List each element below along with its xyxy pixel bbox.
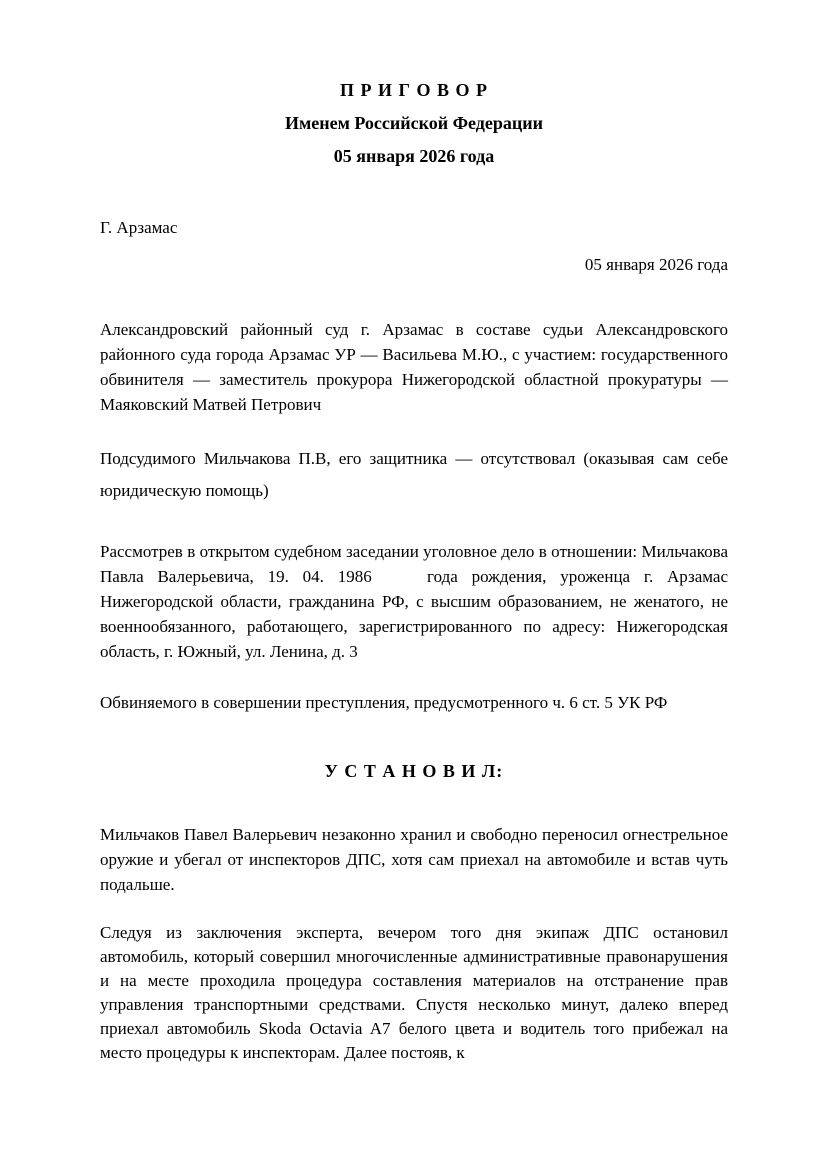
case-review-paragraph: Рассмотрев в открытом судебном заседании уголовное дело в отношении: Мильчакова Павла Валерьевича, 19. 04. 1986 года рождения, уроженца г. Арзамас Нижегородской области, гражданина РФ, с высшим образованием, не женатого, не военнообязанного, работающего, зарегистрированного по адресу: Нижегородская область, г. Южный, ул. Ленина, д. 3 [100, 542, 728, 661]
facts-paragraph-1: Мильчаков Павел Валерьевич незаконно хранил и свободно переносил огнестрельное оружие и убегал от инспекторов ДПС, хотя сам приехал на автомобиле и встав чуть подальше. [100, 825, 728, 894]
right-date-line: 05 января 2026 года [584, 255, 728, 274]
court-composition-paragraph: Александровский районный суд г. Арзамас в составе судьи Александровского районного суда города Арзамас УР — Васильева М.Ю., с участием: государственного обвинителя — заместитель прокурора Нижегородской областной прокуратуры — Маяковский Матвей Петрович [100, 320, 728, 414]
city-line: Г. Арзамас [100, 218, 178, 237]
defendant-paragraph: Подсудимого Мильчакова П.В, его защитника — отсутствовал (оказывая сам себе юридическую помощь) [100, 449, 728, 500]
in-the-name-line: Именем Российской Федерации [284, 113, 544, 133]
document-header [100, 74, 728, 173]
accusation-paragraph: Обвиняемого в совершении преступления, предусмотренного ч. 6 ст. 5 УК РФ [100, 693, 668, 712]
section-heading-ustanovil: У С Т А Н О В И Л: [324, 761, 504, 781]
verdict-title: П Р И Г О В О Р [340, 80, 488, 100]
facts-paragraph-2: Следуя из заключения эксперта, вечером того дня экипаж ДПС остановил автомобиль, который совершил многочисленные административные правонарушения и на месте проходила процедура составления материалов на отстранение прав управления транспортными средствами. Спустя несколько минут, далеко вперед приехал автомобиль Skoda Octavia A7 белого цвета и водитель того прибежал на место процедуры к инспекторам. Далее постояв, к [100, 923, 728, 1062]
header-date-line: 05 января 2026 года [333, 146, 495, 166]
